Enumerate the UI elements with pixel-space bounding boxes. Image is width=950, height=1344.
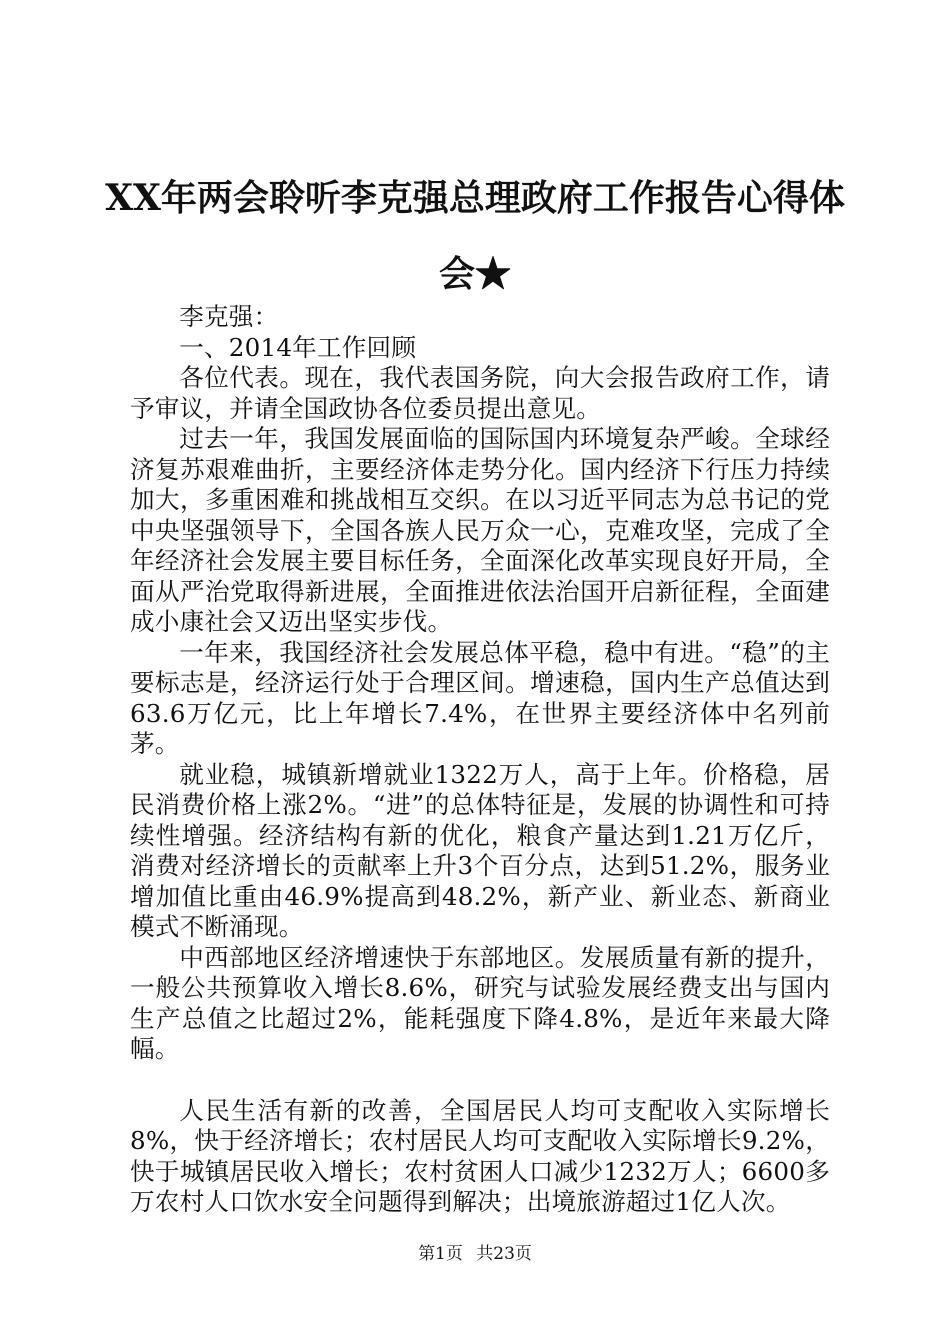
document-title: XX年两会聆听李克强总理政府工作报告心得体会★ — [105, 177, 845, 295]
paragraph: 各位代表。现在，我代表国务院，向大会报告政府工作，请予审议，并请全国政协各位委员提出意见。 — [130, 363, 830, 423]
paragraph: 过去一年，我国发展面临的国际国内环境复杂严峻。全球经济复苏艰难曲折，主要经济体走势分化。国内经济下行压力持续加大，多重困难和挑战相互交织。在以习近平同志为总书记的党中央坚强领导下，全国各族人民万众一心，克难攻坚，完成了全年经济社会发展主要目标任务，全面深化改革实现良好开局，全面从严治党取得新进展，全面推进依法治国开启新征程，全面建成小康社会又迈出坚实步伐。 — [130, 424, 830, 636]
paragraph-salutation: 李克强： — [179, 302, 279, 331]
document-body — [130, 302, 830, 1218]
page-number: 第1页 — [418, 1244, 463, 1264]
paragraph: 就业稳，城镇新增就业1322万人，高于上年。价格稳，居民消费价格上涨2%。“进”的总体特征是，发展的协调性和可持续性增强。经济结构有新的优化，粮食产量达到1.21万亿斤，消费对经济增长的贡献率上升3个百分点，达到51.2%，服务业增加值比重由46.9%提高到48.2%，新产业、新业态、新商业模式不断涌现。 — [130, 759, 830, 941]
page-footer — [0, 1242, 950, 1266]
paragraph: 一年来，我国经济社会发展总体平稳，稳中有进。“稳”的主要标志是，经济运行处于合理区间。增速稳，国内生产总值达到63.6万亿元，比上年增长7.4%，在世界主要经济体中名列前茅。 — [130, 637, 830, 758]
page-total: 共23页 — [476, 1244, 532, 1264]
paragraph: 中西部地区经济增速快于东部地区。发展质量有新的提升，一般公共预算收入增长8.6%，研究与试验发展经费支出与国内生产总值之比超过2%，能耗强度下降4.8%，是近年来最大降幅。 — [130, 942, 830, 1063]
paragraph-section-heading: 一、2014年工作回顾 — [179, 332, 417, 362]
paragraph: 人民生活有新的改善，全国居民人均可支配收入实际增长8%，快于经济增长；农村居民人均可支配收入实际增长9.2%，快于城镇居民收入增长；农村贫困人口减少1232万人；6600多万农村人口饮水安全问题得到解决；出境旅游超过1亿人次。 — [130, 1095, 830, 1216]
